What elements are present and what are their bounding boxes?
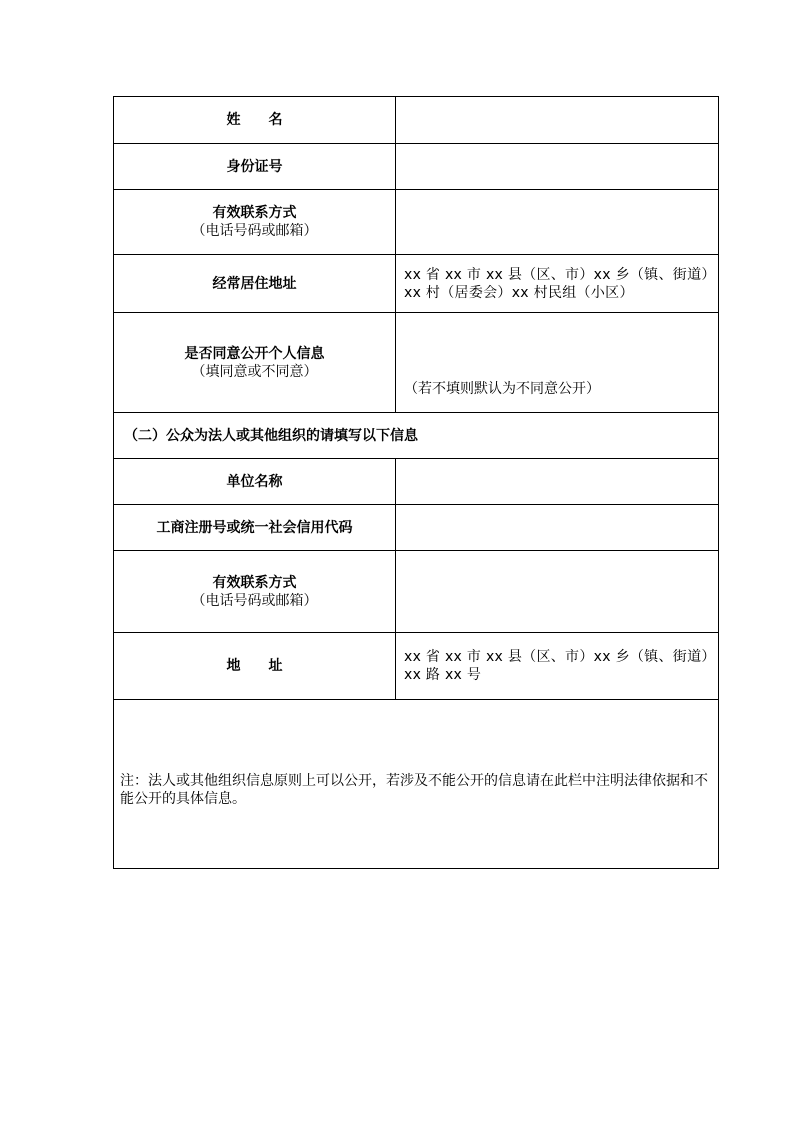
row-address <box>114 255 719 313</box>
consent-field[interactable] <box>396 313 719 413</box>
row-org-contact <box>114 551 719 633</box>
org-contact-label-cell <box>114 551 396 633</box>
row-org-address <box>114 633 719 700</box>
org-address-field[interactable]: xx 省 xx 市 xx 县（区、市）xx 乡（镇、街道）xx 路 xx 号 <box>396 633 719 700</box>
consent-label-cell <box>114 313 396 413</box>
org-contact-label: 有效联系方式 <box>212 574 297 591</box>
residence-address-label: 经常居住地址 <box>114 255 396 313</box>
id-number-label: 身份证号 <box>114 144 396 190</box>
unit-name-field[interactable] <box>396 459 719 505</box>
contact-field[interactable] <box>396 190 719 255</box>
registration-code-field[interactable] <box>396 505 719 551</box>
consent-hint: （若不填则默认为不同意公开） <box>404 381 600 397</box>
name-label: 姓 名 <box>114 97 396 144</box>
row-unit-name <box>114 459 719 505</box>
row-name <box>114 97 719 144</box>
org-contact-field[interactable] <box>396 551 719 633</box>
contact-label-cell <box>114 190 396 255</box>
id-number-field[interactable] <box>396 144 719 190</box>
consent-sub-label: （填同意或不同意） <box>191 363 318 380</box>
row-section-organization <box>114 413 719 459</box>
org-address-label: 地 址 <box>114 633 396 700</box>
row-id-number <box>114 144 719 190</box>
name-field[interactable] <box>396 97 719 144</box>
row-consent <box>114 313 719 413</box>
contact-sub-label: （电话号码或邮箱） <box>191 223 318 239</box>
row-note <box>114 700 719 869</box>
row-contact <box>114 190 719 255</box>
unit-name-label: 单位名称 <box>114 459 396 505</box>
note-field[interactable] <box>114 700 719 869</box>
info-form-table <box>113 96 719 869</box>
org-contact-sub-label: （电话号码或邮箱） <box>191 592 318 609</box>
contact-label: 有效联系方式 <box>212 205 297 221</box>
organization-section-title: （二）公众为法人或其他组织的请填写以下信息 <box>114 413 719 459</box>
note-text: 注：法人或其他组织信息原则上可以公开，若涉及不能公开的信息请在此栏中注明法律依据和不能公开的具体信息。 <box>120 773 708 807</box>
consent-label: 是否同意公开个人信息 <box>184 345 325 362</box>
row-registration <box>114 505 719 551</box>
residence-address-field[interactable]: xx 省 xx 市 xx 县（区、市）xx 乡（镇、街道）xx 村（居委会）xx 村民组（小区） <box>396 255 719 313</box>
registration-code-label: 工商注册号或统一社会信用代码 <box>114 505 396 551</box>
